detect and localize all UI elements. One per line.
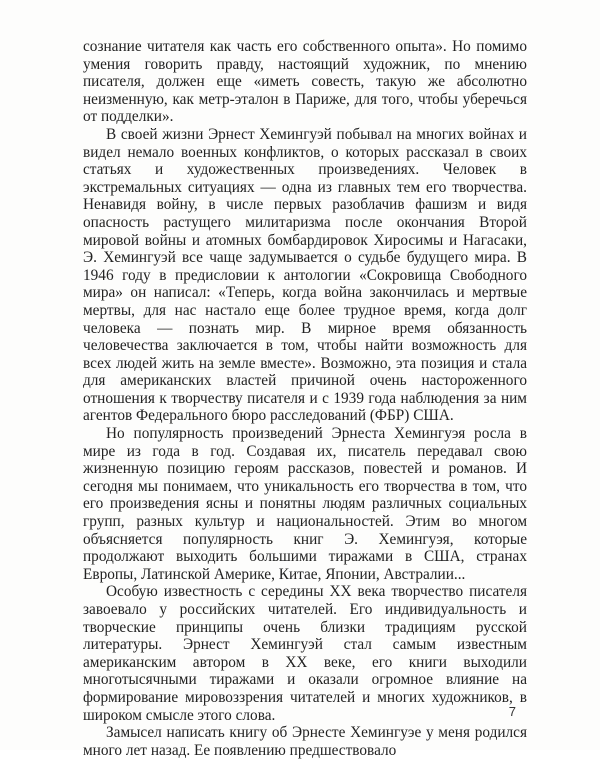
paragraph-5: Замысел написать книгу об Эрнесте Хемингуэе у меня родился много лет назад. Ее появлению предшествовало	[83, 724, 527, 759]
paragraph-2: В своей жизни Эрнест Хемингуэй побывал на многих войнах и видел немало военных конфликтов, о которых рассказал в своих статьях и художественных произведениях. Человек в экстремальных ситуациях — одна из главных тем его творчества. Ненавидя войну, в числе первых разоблачив фашизм и видя опасность растущего милитаризма после окончания Второй мировой войны и атомных бомбардировок Хиросимы и Нагасаки, Э. Хемингуэй все чаще задумывается о судьбе будущего мира. В 1946 году в предисловии к антологии «Сокровища Свободного мира» он написал: «Теперь, когда война закончилась и мертвые мертвы, для нас настало еще более трудное время, когда долг человека — познать мир. В мирное время обязанность человечества заключается в том, чтобы найти возможность для всех людей жить на земле вместе». Возможно, эта позиция и стала для американских властей причиной очень настороженного отношения к творчеству писателя и с 1939 года наблюдения за ним агентов Федерального бюро расследований (ФБР) США.	[83, 125, 527, 425]
paragraph-3: Но популярность произведений Эрнеста Хемингуэя росла в мире из года в год. Создавая их, писатель передавал свою жизненную позицию героям рассказов, повестей и романов. И сегодня мы понимаем, что уникальность его творчества в том, что его произведения ясны и понятны людям различных социальных групп, разных культур и национальностей. Этим во многом объясняется популярность книг Э. Хемингуэя, которые продолжают выходить большими тиражами в США, странах Европы, Латинской Америке, Китае, Японии, Австралии...	[83, 425, 527, 583]
page-number: 7	[508, 704, 516, 719]
paragraph-1: сознание читателя как часть его собственного опыта». Но помимо умения говорить правду, настоящий художник, по мнению писателя, должен еще «иметь совесть, такую же абсолютно неизменную, как метр-эталон в Париже, для того, чтобы уберечься от подделки».	[83, 38, 527, 126]
paragraph-4: Особую известность с середины XX века творчество писателя завоевало у российских читателей. Его индивидуальность и творческие принципы очень близки традициям русской литературы. Эрнест Хемингуэй стал самым известным американским автором в XX веке, его книги выходили многотысячными тиражами и оказали огромное влияние на формирование мировоззрения читателей и многих художников, в широком смысле этого слова.	[83, 583, 527, 724]
body-text	[83, 38, 527, 759]
